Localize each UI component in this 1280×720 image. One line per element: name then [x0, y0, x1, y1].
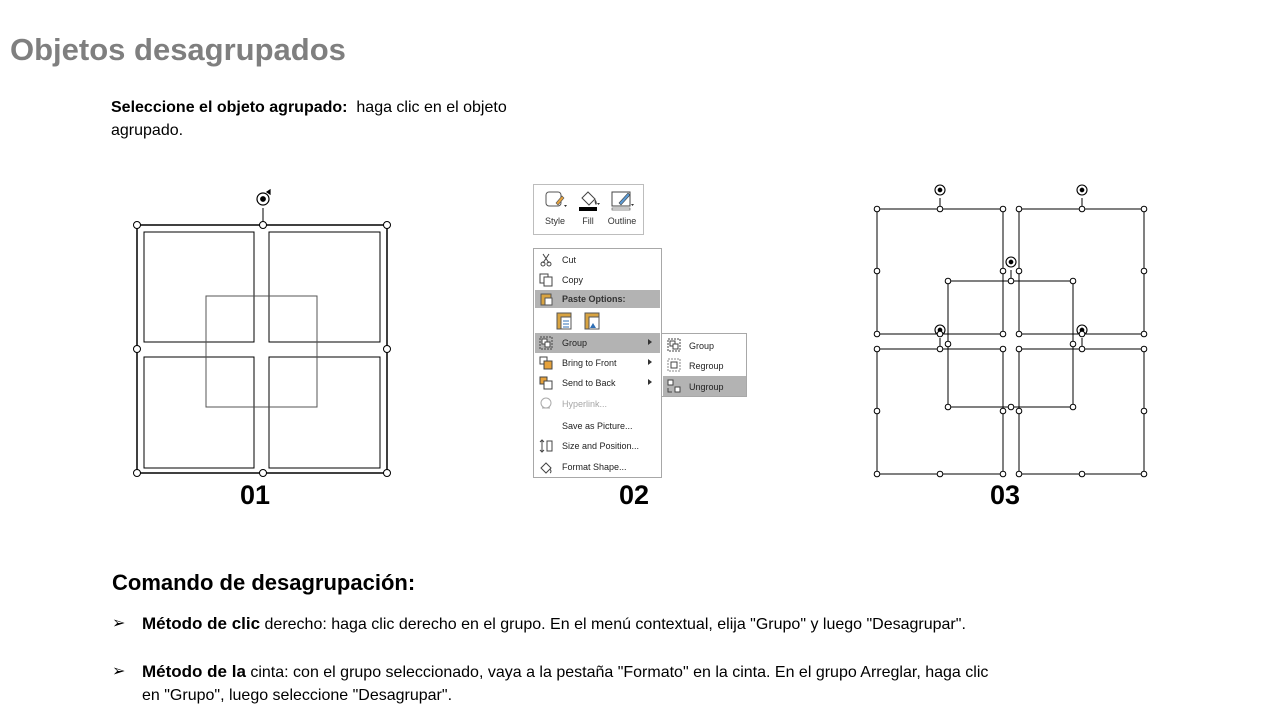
submenu-label-regroup: Regroup [689, 361, 724, 371]
outline-button[interactable] [605, 187, 639, 233]
menu-label-size-and-position: Size and Position... [562, 441, 640, 451]
square-bottom-right [269, 357, 380, 468]
square-top-right [269, 232, 380, 342]
square-center [948, 281, 1073, 407]
selection-handles [874, 206, 1147, 477]
intro-bold: Seleccione el objeto agrupado: [111, 99, 348, 116]
rotate-icon [257, 190, 270, 205]
menu-item-copy[interactable] [535, 270, 660, 290]
figure-03-number: 03 [989, 480, 1021, 510]
intro-text [111, 96, 561, 142]
menu-label-bring-to-front: Bring to Front [562, 358, 617, 368]
format-shape-icon [539, 460, 553, 474]
figure-03-ungrouped-objects[interactable] [868, 180, 1158, 482]
bullet-text: cinta: con el grupo seleccionado, vaya a la pestaña "Formato" en la cinta. En el grupo Arreglar, haga clic en "Grupo", luego seleccione "Desagrupar". [142, 664, 989, 704]
menu-label-group: Group [562, 338, 588, 348]
bullet-text: derecho: haga clic derecho en el grupo. En el menú contextual, elija "Grupo" y luego "Desagrupar". [260, 616, 966, 633]
paste-icon [539, 292, 553, 306]
menu-item-send-to-back[interactable] [535, 373, 660, 393]
menu-item-format-shape[interactable] [535, 457, 660, 477]
menu-label-copy: Copy [562, 275, 584, 285]
submenu-arrow-icon [648, 359, 652, 365]
figure-01-number: 01 [239, 480, 271, 510]
bring-to-front-icon [539, 356, 553, 370]
section-title: Comando de desagrupación: [112, 570, 416, 595]
square-top-left [144, 232, 254, 342]
submenu-label-ungroup: Ungroup [689, 382, 724, 392]
page-title: Objetos desagrupados [10, 32, 346, 67]
outline-label: Outline [607, 216, 637, 226]
bullet-bold: Método de la [142, 662, 246, 681]
menu-label-paste-options: Paste Options: [562, 294, 626, 304]
style-icon [544, 189, 568, 211]
outline-pen-icon [611, 189, 635, 211]
submenu-item-group[interactable] [663, 335, 746, 355]
send-to-back-icon [539, 376, 553, 390]
paste-as-picture-icon[interactable] [585, 313, 599, 329]
square-bottom-left [877, 349, 1003, 474]
menu-item-cut[interactable] [535, 250, 660, 270]
rotate-icon [935, 185, 945, 195]
bullet-bold: Método de clic [142, 614, 261, 633]
cut-icon [539, 253, 553, 267]
regroup-icon [667, 358, 681, 372]
submenu-label-group: Group [689, 341, 715, 351]
ungroup-icon [667, 379, 681, 393]
square-bottom-right [1019, 349, 1144, 474]
group-bounding-box [137, 225, 387, 473]
fill-label: Fill [582, 216, 594, 226]
menu-label-send-to-back: Send to Back [562, 378, 616, 388]
menu-item-size-and-position[interactable] [535, 436, 660, 456]
group-submenu [661, 333, 747, 397]
bullet-arrow-icon: ➢ [112, 663, 126, 680]
menu-item-group[interactable] [535, 333, 660, 353]
selection-handles [134, 222, 391, 477]
menu-item-save-as-picture[interactable] [535, 416, 660, 436]
intro-body: haga clic en el objeto agrupado. [111, 99, 507, 139]
style-button[interactable] [538, 187, 572, 233]
copy-icon [539, 273, 553, 287]
size-and-position-icon [539, 439, 553, 453]
style-label: Style [544, 216, 565, 226]
group-icon [539, 336, 553, 350]
bullet-arrow-icon: ➢ [112, 615, 126, 632]
menu-label-save-as-picture: Save as Picture... [562, 421, 633, 431]
submenu-arrow-icon [648, 379, 652, 385]
group-icon [667, 338, 681, 352]
square-center [206, 296, 317, 407]
submenu-arrow-icon [648, 339, 652, 345]
fill-button[interactable] [571, 187, 605, 233]
hyperlink-icon [539, 397, 553, 411]
paste-options-buttons [554, 309, 614, 333]
menu-item-hyperlink [535, 394, 660, 414]
context-menu [533, 248, 662, 478]
submenu-item-regroup[interactable] [663, 355, 746, 375]
rotate-icon [1006, 257, 1016, 267]
rotate-icon [1077, 185, 1087, 195]
square-top-left [877, 209, 1003, 334]
square-top-right [1019, 209, 1144, 334]
figure-02-number: 02 [618, 480, 650, 510]
ribbon-format-group [533, 184, 644, 235]
figure-01-grouped-object[interactable] [128, 186, 398, 482]
paste-keep-formatting-icon[interactable] [557, 313, 571, 329]
menu-label-cut: Cut [562, 255, 577, 265]
menu-item-bring-to-front[interactable] [535, 353, 660, 373]
menu-label-format-shape: Format Shape... [562, 462, 627, 472]
fill-bucket-icon [577, 189, 601, 211]
menu-label-hyperlink: Hyperlink... [562, 399, 608, 409]
paste-options-header [535, 290, 660, 308]
submenu-item-ungroup[interactable] [663, 376, 746, 396]
square-bottom-left [144, 357, 254, 468]
